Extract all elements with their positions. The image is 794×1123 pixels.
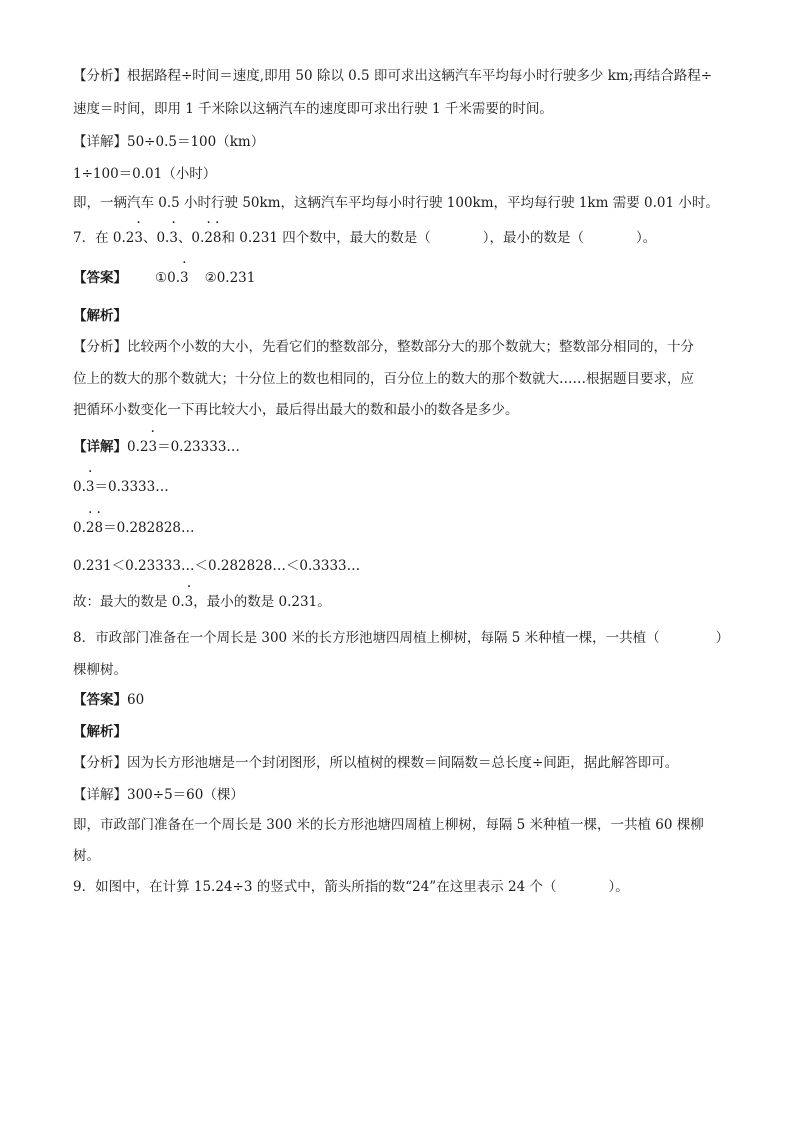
q7-answer-1-prefix: 0. bbox=[167, 270, 180, 286]
q9-question-text: 9．如图中，在计算 15.24÷3 的竖式中，箭头所指的数“24”在这里表示 24 个（ bbox=[73, 879, 557, 895]
q7-d3-repeating-digit-b: · 8 bbox=[94, 518, 103, 538]
q7-d2-value: ＝0.3333… bbox=[94, 479, 169, 495]
q7-answer-tag: 【答案】 bbox=[73, 270, 127, 286]
q7-analysis-line-2: 位上的数大的那个数就大；十分位上的数也相同的，百分位上的数大的那个数就大……根据题目要求，应 bbox=[73, 371, 694, 387]
q8-conclusion-line-2: 树。 bbox=[73, 848, 100, 864]
q7-d3-prefix: 0. bbox=[73, 520, 86, 536]
q8-question-line-2: 棵柳树。 bbox=[73, 662, 127, 678]
q7-detail-line-2 bbox=[73, 477, 733, 497]
q8-question-end: ） bbox=[715, 630, 730, 646]
q7-conc-prefix: 故：最大的数是 0. bbox=[73, 594, 185, 610]
q7-detail-tag: 【详解】 bbox=[73, 439, 127, 455]
q7-repeating-digit-1: · 3 bbox=[134, 228, 143, 248]
q7-repeating-digit-3b: · 8 bbox=[213, 228, 222, 248]
q9-question-end: ）。 bbox=[608, 879, 629, 895]
q7-analysis-line-3: 把循环小数变化一下再比较大小，最后得出最大的数和最小的数各是多少。 bbox=[73, 402, 519, 418]
q7-answer bbox=[73, 268, 733, 288]
q7-d2-prefix: 0. bbox=[73, 479, 86, 495]
q8-conclusion-line-1: 即，市政部门准备在一个周长是 300 米的长方形池塘四周植上柳树，每隔 5 米种植一棵，一共植 60 棵柳 bbox=[73, 817, 704, 833]
q7-conc-suffix: ，最小的数是 0.231。 bbox=[193, 594, 331, 610]
q7-repeating-digit-2: · 3 bbox=[169, 228, 178, 248]
q8-detail: 【详解】300÷5＝60（棵） bbox=[73, 787, 244, 803]
q7-d1-value: ＝0.23333… bbox=[157, 439, 240, 455]
q7-answer-1-repeating-digit: · 3 bbox=[180, 268, 189, 288]
q6-analysis-line-2: 速度＝时间，即用 1 千米除以这辆汽车的速度即可求出行驶 1 千米需要的时间。 bbox=[73, 101, 553, 117]
q7-jiexi-tag: 【解析】 bbox=[73, 308, 127, 324]
q7-d1-prefix: 0.2 bbox=[127, 439, 149, 455]
q7-d1-repeating-digit: · 3 bbox=[148, 437, 157, 457]
q7-end: ）。 bbox=[636, 230, 657, 246]
q8-answer bbox=[73, 690, 733, 710]
q7-d3-value: ＝0.282828… bbox=[103, 520, 195, 536]
q7-question bbox=[73, 228, 733, 248]
q8-answer-value: 60 bbox=[127, 692, 145, 708]
q7-d3-repeating-digit-a: · 2 bbox=[86, 518, 95, 538]
q6-detail-line-1: 【详解】50÷0.5＝100（km） bbox=[73, 134, 265, 150]
q7-mid: ），最小的数是（ bbox=[482, 230, 584, 246]
q7-repeating-digit-3a: · 2 bbox=[204, 228, 213, 248]
q6-analysis-line-1: 【分析】根据路程÷时间＝速度,即用 50 除以 0.5 即可求出这辆汽车平均每小时行驶多少 km;再结合路程÷ bbox=[73, 68, 713, 84]
q7-comparison: 0.231＜0.23333…＜0.282828…＜0.3333… bbox=[73, 558, 361, 574]
q9-question bbox=[73, 877, 733, 897]
q7-analysis-line-1: 【分析】比较两个小数的大小，先看它们的整数部分，整数部分大的那个数就大；整数部分相同的，十分 bbox=[73, 339, 694, 355]
q8-jiexi-tag: 【解析】 bbox=[73, 724, 127, 740]
q7-answer-2-mark: ② bbox=[204, 270, 217, 286]
q6-conclusion: 即，一辆汽车 0.5 小时行驶 50km，这辆汽车平均每小时行驶 100km，平均每行驶 1km 需要 0.01 小时。 bbox=[73, 195, 719, 211]
q8-answer-tag: 【答案】 bbox=[73, 692, 127, 708]
q7-detail-line-3 bbox=[73, 518, 733, 538]
q8-question-text: 8．市政部门准备在一个周长是 300 米的长方形池塘四周植上柳树，每隔 5 米种植一棵，一共植（ bbox=[73, 630, 660, 646]
q7-suffix: 和 0.231 四个数中，最大的数是（ bbox=[221, 230, 431, 246]
q7-conclusion bbox=[73, 592, 733, 612]
q7-answer-2-value: 0.231 bbox=[216, 270, 256, 286]
q7-prefix: 7．在 0.2 bbox=[73, 230, 135, 246]
q8-question-line-1 bbox=[73, 628, 733, 648]
q7-sep-2: 、0. bbox=[177, 230, 205, 246]
q7-sep-1: 、0. bbox=[142, 230, 170, 246]
q7-answer-1-mark: ① bbox=[155, 270, 168, 286]
q8-analysis: 【分析】因为长方形池塘是一个封闭图形，所以植树的棵数＝间隔数＝总长度÷间距，据此解答即可。 bbox=[73, 755, 679, 771]
q6-detail-line-2: 1÷100＝0.01（小时） bbox=[73, 166, 217, 182]
q7-conc-repeating-digit: · 3 bbox=[185, 592, 194, 612]
q7-detail-line-1 bbox=[73, 437, 733, 457]
q7-d2-repeating-digit: · 3 bbox=[86, 477, 95, 497]
